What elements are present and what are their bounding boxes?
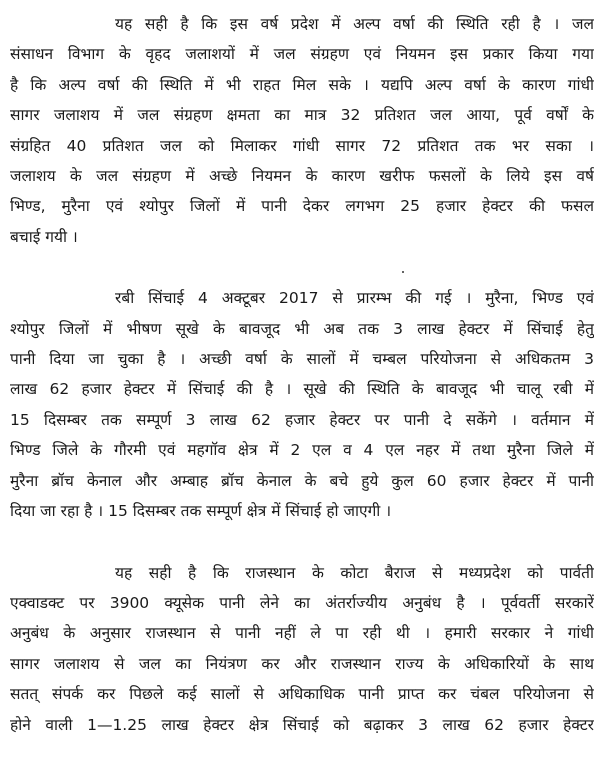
text-line: 15 दिसम्बर तक सम्पूर्ण 3 लाख 62 हजार हेक्टर पर पानी दे सकेंगे । वर्तमान में xyxy=(10,410,594,429)
text-line: रबी सिंचाई 4 अक्टूबर 2017 से प्रारम्भ की गई । मुरैना, भिण्ड एवं xyxy=(115,289,594,308)
text-line: संसाधन विभाग के वृहद जलाशयों में जल संग्रहण एवं नियमन इस प्रकार किया गया xyxy=(10,45,594,64)
text-line: भिण्ड, मुरैना एवं श्योपुर जिलों में पानी देकर लगभग 25 हजार हेक्टर की फसल xyxy=(10,197,594,216)
text-line: होने वाली 1—1.25 लाख हेक्टर क्षेत्र सिंचाई को बढ़ाकर 3 लाख 62 हजार हेक्टर xyxy=(10,715,594,734)
paragraph-monsoon-storage xyxy=(10,9,594,252)
paragraph-rabi-irrigation xyxy=(10,283,594,526)
paragraph-gap xyxy=(10,527,594,558)
text-line: बचाई गयी । xyxy=(10,227,78,246)
text-line: मुरैना ब्रॉच केनाल और अम्बाह ब्रॉच केनाल के बचे हुये कुल 60 हजार हेक्टर में पानी xyxy=(10,471,594,490)
paragraph-gap xyxy=(10,252,594,283)
text-line: पानी दिया जा चुका है । अच्छी वर्षा के सालों में चम्बल परियोजना से अधिकतम 3 xyxy=(10,350,594,369)
text-line: लाख 62 हजार हेक्टर में सिंचाई की है । सूखे की स्थिति के बावजूद भी चालू रबी में xyxy=(10,380,594,399)
text-line: यह सही है कि राजस्थान के कोटा बैराज से मध्यप्रदेश को पार्वती xyxy=(115,563,594,582)
text-line: यह सही है कि इस वर्ष प्रदेश में अल्प वर्षा की स्थिति रही है । जल xyxy=(115,15,594,33)
text-line: सागर जलाशय में जल संग्रहण क्षमता का मात्र 32 प्रतिशत जल आया, पूर्व वर्षों के xyxy=(10,106,594,125)
text-line: है कि अल्प वर्षा की स्थिति में भी राहत मिल सके । यद्यपि अल्प वर्षा के कारण गांधी xyxy=(10,75,594,94)
text-line: सतत् संपर्क कर पिछले कई सालों से अधिकाधिक पानी प्राप्त कर चंबल परियोजना से xyxy=(10,685,594,704)
text-line: सागर जलाशय से जल का नियंत्रण कर और राजस्थान राज्य के अधिकारियों के साथ xyxy=(10,654,594,673)
text-line: जलाशय के जल संग्रहण में अच्छे नियमन के कारण खरीफ फसलों के लिये इस वर्ष xyxy=(10,167,594,186)
text-line: अनुबंध के अनुसार राजस्थान से पानी नहीं ले पा रही थी । हमारी सरकार ने गांधी xyxy=(10,624,594,643)
text-line: एक्वाडक्ट पर 3900 क्यूसेक पानी लेने का अंतर्राज्यीय अनुबंध है । पूर्ववर्ती सरकारें xyxy=(10,593,594,612)
text-line: श्योपुर जिलों में भीषण सूखे के बावजूद भी अब तक 3 लाख हेक्टर में सिंचाई हेतु xyxy=(10,319,594,338)
text-line: संग्रहित 40 प्रतिशत जल को मिलाकर गांधी सागर 72 प्रतिशत तक भर सका । xyxy=(10,136,594,155)
text-line: भिण्ड जिले के गौरमी एवं महगॉव क्षेत्र में 2 एल व 4 एल नहर में तथा मुरैना जिले में xyxy=(10,441,594,460)
scan-speck xyxy=(402,271,404,273)
text-line: दिया जा रहा है । 15 दिसम्बर तक सम्पूर्ण क्षेत्र में सिंचाई हो जाएगी । xyxy=(10,502,392,521)
paragraph-rajasthan-agreement xyxy=(10,558,594,740)
